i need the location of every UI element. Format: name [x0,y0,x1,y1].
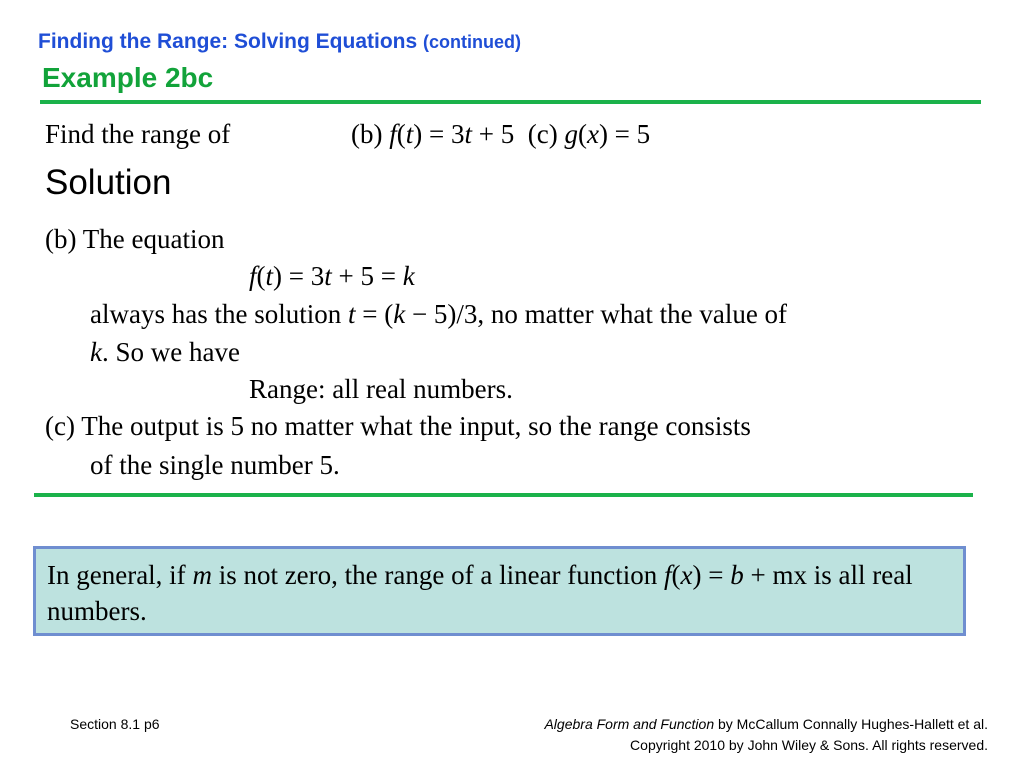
footer-section: Section 8.1 p6 [70,716,160,732]
part-b-end: + 5 [472,119,515,149]
sol-k2: k [90,337,102,367]
note-eq: ) = [692,560,731,590]
eq-f: f [249,261,257,291]
footer-authors: by McCallum Connally Hughes-Hallett et al. [714,716,988,732]
slide-subtitle: Example 2bc [42,62,214,93]
slide-title [38,30,521,54]
part-c-open: ( [577,119,587,149]
eq-k: k [402,261,415,291]
eq-open: ( [256,261,266,291]
solution-b-cont [90,336,240,368]
part-c-end: ) = 5 [598,119,651,149]
title-suffix: (continued) [423,32,521,52]
part-b-label: (b) [351,119,383,149]
solution-c-line2: of the single number 5. [90,450,340,480]
part-b-mid: ) = 3 [413,119,465,149]
sol-k: k [393,299,406,329]
top-divider [40,100,981,104]
bottom-divider [34,493,973,497]
range-line: Range: all real numbers. [249,374,513,404]
note-x: x [680,560,693,590]
part-b-t: t [405,119,414,149]
sol-tail: . So we have [101,337,240,367]
note-m: m [192,560,212,590]
solution-b-intro: (b) The equation [45,224,225,254]
part-b-t2: t [464,119,472,149]
eq-mid: ) = 3 [273,261,325,291]
note-f: f [664,560,672,590]
note-b: b [730,560,744,590]
problem-prompt: Find the range of [45,119,231,149]
part-c-label: (c) [527,119,558,149]
solution-b-line [90,298,787,330]
part-c-g: g [564,119,578,149]
problem-parts [351,118,650,150]
eq-t: t [265,261,274,291]
footer-book: Algebra Form and Function [544,716,715,732]
sol-post: − 5)/3, no matter what the value of [405,299,788,329]
footer-citation [544,716,988,732]
note-mid: is not zero, the range of a linear function [211,560,665,590]
note-open: ( [671,560,681,590]
solution-equation [249,260,415,292]
sol-t: t [347,299,356,329]
eq-t2: t [324,261,332,291]
sol-mid: = ( [355,299,394,329]
note-pre: In general, if [47,560,193,590]
solution-heading: Solution [45,163,172,202]
note-post: + mx is all real numbers. [47,560,913,626]
title-main: Finding the Range: Solving Equations [38,30,418,53]
footer-copyright: Copyright 2010 by John Wiley & Sons. All rights reserved. [630,737,988,753]
note-text [47,557,957,629]
part-b-open: ( [396,119,406,149]
note-box [33,546,966,636]
part-b-f: f [389,119,397,149]
solution-c-line1: (c) The output is 5 no matter what the input, so the range consists [45,411,751,441]
eq-mid2: + 5 = [331,261,403,291]
sol-pre: always has the solution [90,299,348,329]
part-c-x: x [586,119,599,149]
